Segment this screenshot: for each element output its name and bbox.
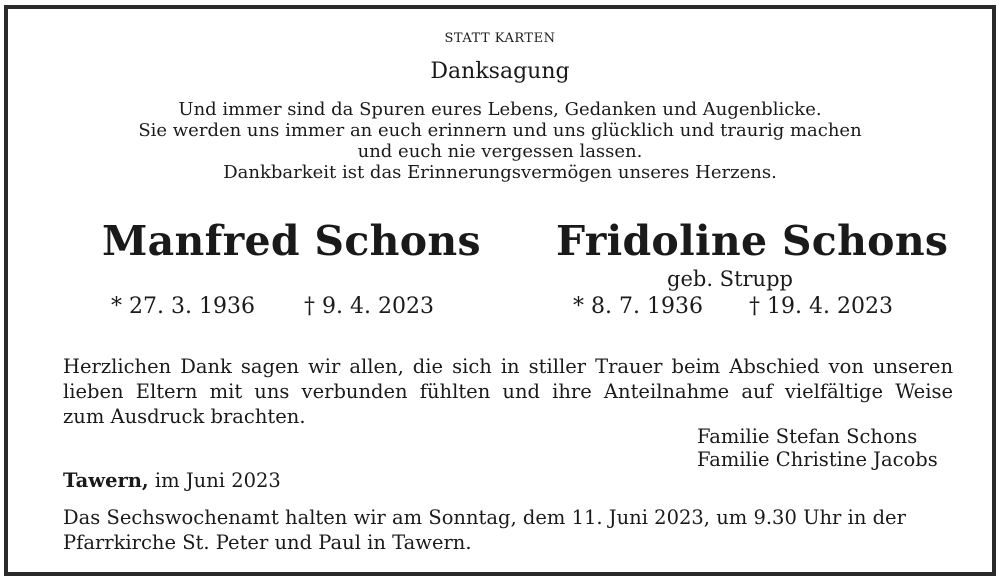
thanks-line: zum Ausdruck brachten.	[63, 405, 306, 428]
poem-line: Sie werden uns immer an euch erinnern und uns glücklich und traurig machen	[138, 120, 862, 141]
name-fridoline: Fridoline Schons	[556, 217, 949, 265]
place-date	[63, 469, 281, 492]
service-announcement	[63, 505, 953, 555]
maiden-name-row	[8, 267, 992, 291]
heading-danksagung: Danksagung	[430, 59, 570, 84]
header-statt-karten: STATT KARTEN	[444, 31, 556, 46]
death-date-fridoline: † 19. 4. 2023	[749, 294, 893, 319]
poem-line: und euch nie vergessen lassen.	[357, 141, 643, 162]
obituary-notice	[4, 5, 996, 576]
service-line: Das Sechswochenamt halten wir am Sonntag, dem 11. Juni 2023, um 9.30 Uhr in der	[63, 506, 906, 529]
poem-line: Dankbarkeit ist das Erinnerungsvermögen unseres Herzens.	[223, 162, 777, 183]
poem-line: Und immer sind da Spuren eures Lebens, Gedanken und Augenblicke.	[178, 99, 822, 120]
family-signatures	[697, 425, 938, 471]
service-line: Pfarrkirche St. Peter und Paul in Tawern.	[63, 531, 472, 554]
family-name: Familie Stefan Schons	[697, 425, 918, 448]
birth-date-manfred: * 27. 3. 1936	[111, 294, 255, 319]
poem	[8, 99, 992, 183]
thanks-line: Herzlichen Dank sagen wir allen, die sich in stiller Trauer beim Abschied von unseren	[63, 355, 953, 378]
month-year: im Juni 2023	[148, 469, 281, 492]
thanks-paragraph	[63, 354, 953, 429]
thanks-line: lieben Eltern mit uns verbunden fühlten und ihre Anteilnahme auf vielfältige Weise	[63, 380, 953, 403]
name-manfred: Manfred Schons	[102, 217, 481, 265]
death-date-manfred: † 9. 4. 2023	[304, 294, 434, 319]
family-name: Familie Christine Jacobs	[697, 448, 938, 471]
birth-date-fridoline: * 8. 7. 1936	[573, 294, 703, 319]
maiden-name: geb. Strupp	[667, 267, 793, 291]
place-name: Tawern,	[63, 469, 149, 492]
